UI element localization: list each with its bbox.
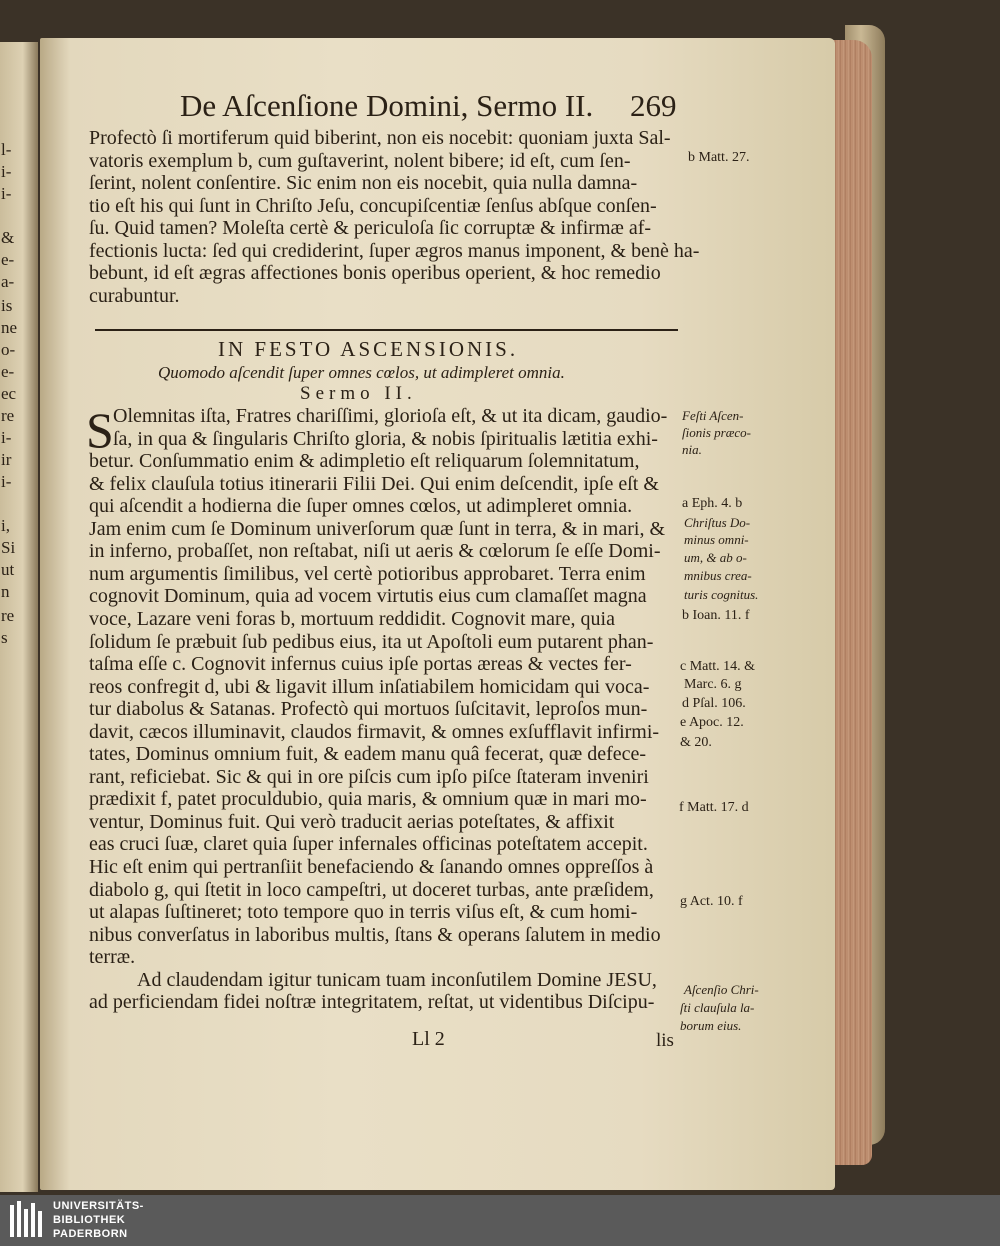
text-line: ſolidum ſe præbuit ſub pedibus eius, ita ut Apoſtoli eum putarent phan- <box>89 630 654 653</box>
text-line: ſerint, nolent conſentire. Sic enim non eis nocebit, quia nulla damna- <box>89 172 638 194</box>
left-page-fragment: & <box>1 228 15 247</box>
left-page-fragment: is <box>1 296 13 315</box>
text-line: betur. Conſummatio enim & adimpletio eſt reliquarum ſolemnitatum, <box>89 450 640 473</box>
margin-note: um, & ab o- <box>684 550 747 565</box>
text-line: voce, Lazare veni foras b, mortuum reddidit. Cognovit mare, quia <box>89 607 615 630</box>
margin-note: f Matt. 17. d <box>679 800 749 815</box>
left-page-fragment: i- <box>1 162 12 181</box>
section-title: IN FESTO ASCENSIONIS. <box>218 337 519 361</box>
margin-note: Chriſtus Do- <box>684 515 751 530</box>
text-line: Hic eſt enim qui pertranſiit benefaciendo & ſanando omnes oppreſſos à <box>89 856 654 878</box>
text-line: Jam enim cum ſe Dominum univerſorum quæ ſunt in terra, & in mari, & <box>89 517 666 540</box>
left-page-fragment: i, <box>1 516 10 535</box>
margin-note: Aſcenſio Chri- <box>684 982 759 997</box>
left-page-fragment: ut <box>1 560 15 579</box>
text-line: ut alapas ſuſtineret; toto tempore quo in terris viſus eſt, & cum homi- <box>89 901 638 924</box>
text-line: fectionis lucta: ſed qui crediderint, ſuper ægros manus imponent, & benè ha- <box>89 239 700 262</box>
text-line: davit, cæcos illuminavit, claudos firmavit, & omnes exſufflavit infirmi- <box>89 720 660 743</box>
margin-note: ſti clauſula la- <box>680 1000 755 1015</box>
running-title: De Aſcenſione Domini, Sermo II. <box>180 88 594 123</box>
text-line: ad perficiendam fidei noſtræ integritatem, reſtat, ut videntibus Diſcipu- <box>89 991 655 1014</box>
text-line: ſa, in qua & ſingularis Chriſto gloria, & nobis ſpiritualis lætitia exhi- <box>113 427 658 450</box>
left-page-fragment: e- <box>1 362 15 381</box>
text-line: ventur, Dominus fuit. Qui verò traducit aerias poteſtates, & affixit <box>89 810 615 833</box>
text-line: vatoris exemplum b, cum guſtaverint, nolent bibere; id eſt, cum ſen- <box>89 149 631 172</box>
left-page-fragment: ec <box>1 384 17 403</box>
text-line: ſu. Quid tamen? Moleſta certè & periculoſa ſic corruptæ & infirmæ af- <box>89 217 652 239</box>
left-page-fragment: ir <box>1 450 12 469</box>
margin-note: turis cognitus. <box>684 587 759 602</box>
text-line: cognovit Dominum, quia ad vocem virtutis eius cum clamaſſet magna <box>89 585 647 608</box>
text-line: bebunt, id eſt ægras affectiones bonis operibus operient, & hoc remedio <box>89 262 661 284</box>
text-line: & felix clauſula totius itinerarii Filii Dei. Qui enim deſcendit, ipſe eſt & <box>89 472 659 495</box>
margin-note: minus omni- <box>684 532 749 547</box>
text-line: Ad claudendam igitur tunicam tuam inconſutilem Domine JESU, <box>137 968 657 991</box>
text-line: taſma eſſe c. Cognovit infernus cuius ipſe portas æreas & vectes fer- <box>89 653 632 676</box>
left-page-fragment: ne <box>1 318 18 337</box>
left-page-fragment: i- <box>1 184 12 203</box>
text-line: curabuntur. <box>89 284 180 307</box>
left-page-fragment: o- <box>1 340 16 359</box>
sermo-heading: Sermo II. <box>300 383 417 404</box>
left-page-fragment: l- <box>1 140 12 159</box>
margin-note: & 20. <box>680 735 712 750</box>
section-subtitle: Quomodo aſcendit ſuper omnes cœlos, ut adimpleret omnia. <box>158 363 565 382</box>
library-logo-icon <box>8 1199 46 1241</box>
margin-note: c Matt. 14. & <box>680 659 756 674</box>
margin-note: borum eius. <box>680 1018 742 1033</box>
text-line: tur diabolus & Satanas. Profectò qui mortuos ſuſcitavit, leproſos mun- <box>89 698 648 721</box>
institution-line-1: UNIVERSITÄTS- <box>53 1200 144 1212</box>
margin-note: e Apoc. 12. <box>680 715 744 730</box>
margin-note: nia. <box>682 442 702 457</box>
institution-line-3: PADERBORN <box>53 1228 128 1240</box>
margin-note: mnibus crea- <box>684 568 752 583</box>
text-line: qui aſcendit a hodierna die ſuper omnes cœlos, ut adimpleret omnia. <box>89 495 633 518</box>
drop-cap: S <box>86 402 114 458</box>
margin-note: Feſti Aſcen- <box>682 408 744 423</box>
margin-note: a Eph. 4. b <box>682 496 743 511</box>
page-number: 269 <box>630 88 677 123</box>
text-line: reos confregit d, ubi & ligavit illum inſatiabilem homicidam qui voca- <box>89 675 650 698</box>
margin-note: g Act. 10. f <box>680 894 743 909</box>
left-page-fragment: i- <box>1 472 12 491</box>
signature-mark: Ll 2 <box>412 1028 445 1050</box>
left-page-fragment: re <box>1 606 15 625</box>
margin-note: ſionis præco- <box>682 425 751 440</box>
text-line: tio eſt his qui ſunt in Chriſto Jeſu, concupiſcentiæ ſenſus abſque conſen- <box>89 194 657 217</box>
left-page-fragment: e- <box>1 250 15 269</box>
text-line: eas cruci ſuæ, claret quia ſuper infernales officinas poteſtatem accepit. <box>89 833 648 856</box>
institution-line-2: BIBLIOTHEK <box>53 1214 126 1226</box>
left-page-fragment: a- <box>1 272 15 291</box>
institution-footer <box>0 1195 1000 1246</box>
text-line: tates, Dominus omnium fuit, & eadem manu quâ fecerat, quæ defece- <box>89 743 647 766</box>
text-line: in inferno, probaſſet, non reſtabat, niſi ut aeris & cœlorum ſe eſſe Domi- <box>89 540 661 563</box>
margin-note: b Ioan. 11. f <box>682 608 750 623</box>
text-line: prædixit f, patet proculdubio, quia maris, & omnium quæ in mari mo- <box>89 788 647 811</box>
text-line: Olemnitas iſta, Fratres chariſſimi, glorioſa eſt, & ut ita dicam, gaudio- <box>113 405 668 427</box>
section-divider <box>95 329 678 331</box>
text-line: Profectò ſi mortiferum quid biberint, non eis nocebit: quoniam juxta Sal- <box>89 127 671 149</box>
margin-note: b Matt. 27. <box>688 150 750 165</box>
left-page-fragment: Si <box>1 538 16 557</box>
text-line: diabolo g, qui ſtetit in loco campeſtri, ut doceret turbas, ante præſidem, <box>89 878 654 901</box>
text-line: rant, reficiebat. Sic & qui in ore piſcis cum ipſo piſce ſtateram inveniri <box>89 765 649 788</box>
left-page-fragment: n <box>1 582 10 601</box>
catchword: lis <box>656 1030 674 1051</box>
left-page-fragment: re <box>1 406 15 425</box>
left-page-fragment: i- <box>1 428 12 447</box>
left-page-fragment: s <box>1 628 8 647</box>
text-line: nibus converſatus in laboribus multis, ſtans & operans ſalutem in medio <box>89 923 661 946</box>
text-line: num argumentis ſimilibus, vel certè potioribus approbaret. Terra enim <box>89 562 646 585</box>
text-line: terræ. <box>89 946 136 969</box>
margin-note: d Pſal. 106. <box>682 696 746 711</box>
margin-note: Marc. 6. g <box>684 677 742 692</box>
